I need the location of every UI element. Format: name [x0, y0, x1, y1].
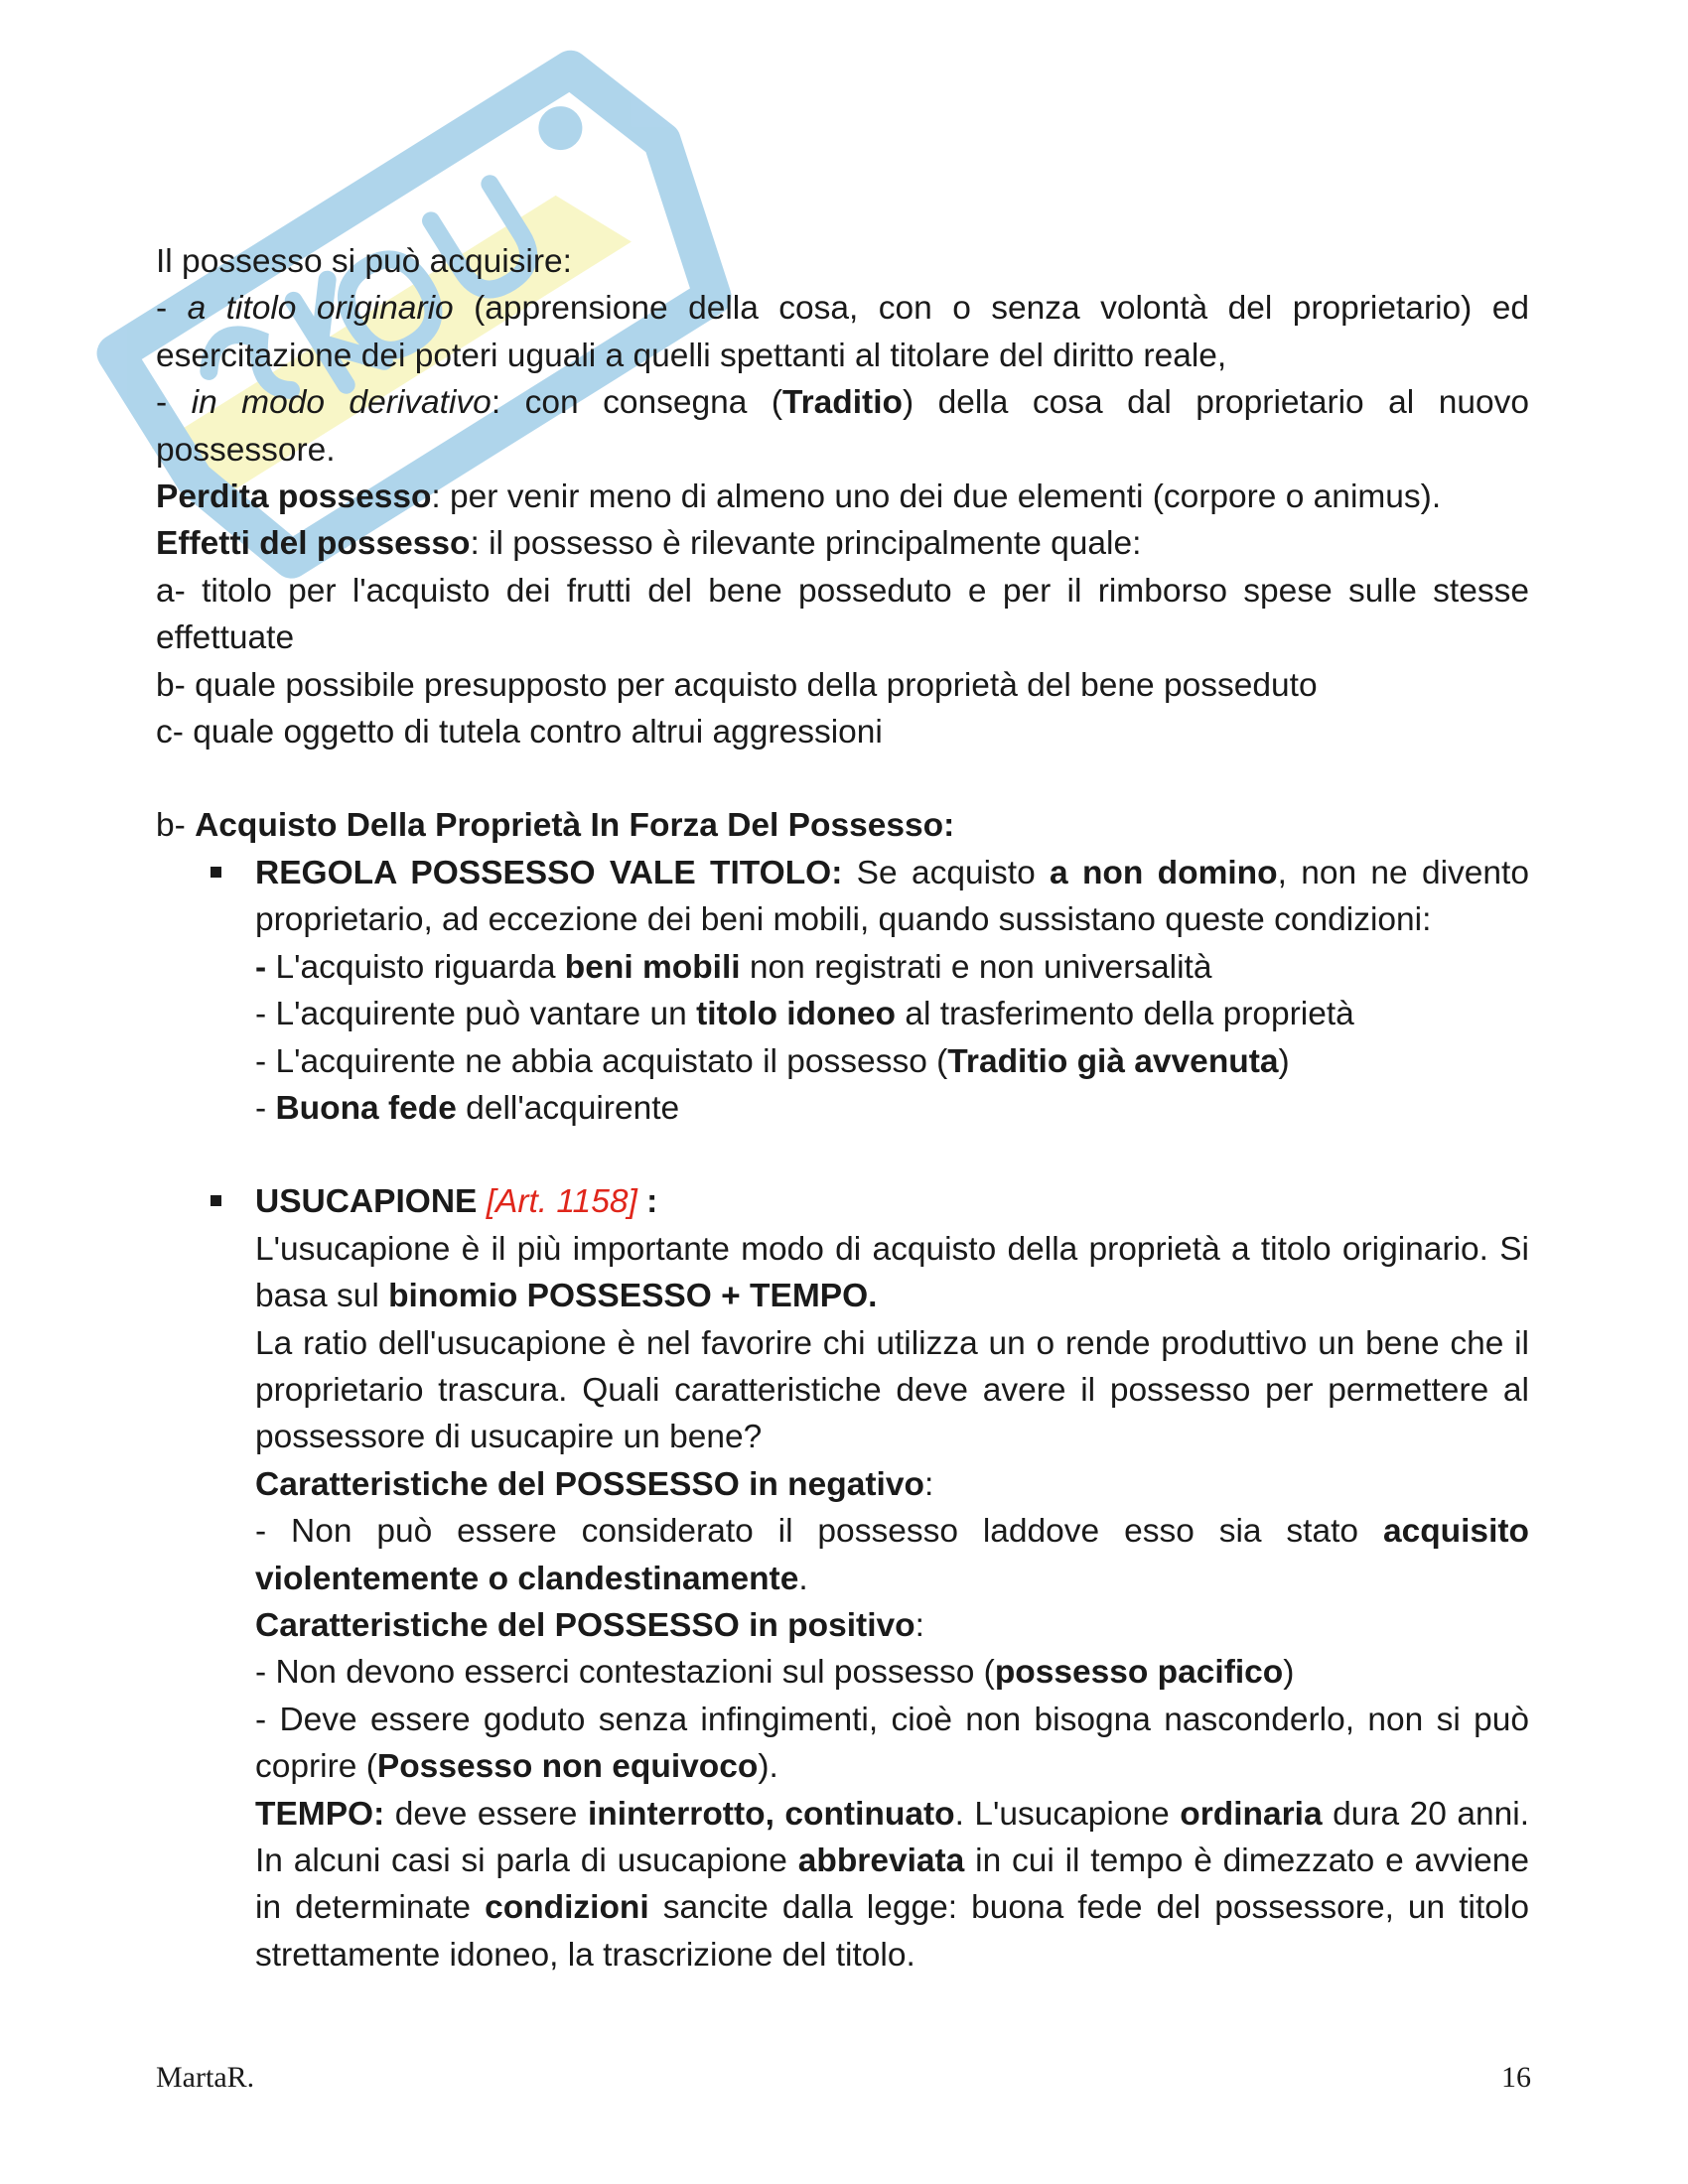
paragraph-effect-b: b- quale possibile presupposto per acquisto della proprietà del bene posseduto — [156, 666, 1318, 704]
heading-possesso-negativo: Caratteristiche del POSSESSO in negativo: — [255, 1465, 934, 1503]
paragraph-effect-a: a- titolo per l'acquisto dei frutti del bene posseduto e per il rimborso spese sulle stesse effettuate — [156, 572, 1529, 657]
condition-traditio: - L'acquirente ne abbia acquistato il possesso (Traditio già avvenuta) — [255, 1042, 1290, 1080]
positivo-item-non-equivoco: - Deve essere goduto senza infingimenti, cioè non bisogna nasconderlo, non si può coprire (Possesso non equivoco). — [255, 1701, 1529, 1786]
usucapione-ratio: La ratio dell'usucapione è nel favorire chi utilizza un o rende produttivo un bene che il proprietario trascura. Quali caratteristiche deve avere il possesso per permettere al possessore di usucapire un bene? — [255, 1324, 1529, 1456]
spacer — [156, 755, 1529, 802]
square-bullet-icon — [211, 1195, 221, 1206]
page-body — [156, 238, 1529, 1979]
paragraph-perdita-possesso: Perdita possesso: per venir meno di almeno uno dei due elementi (corpore o animus). — [156, 478, 1442, 516]
section-heading-acquisto: b- Acquisto Della Proprietà In Forza Del Possesso: — [156, 807, 955, 845]
paragraph-modo-derivativo: - in modo derivativo: con consegna (Traditio) della cosa dal proprietario al nuovo possessore. — [156, 384, 1529, 469]
bullet-usucapione: USUCAPIONE [Art. 1158] : — [156, 1178, 1529, 1225]
paragraph-effetti-possesso: Effetti del possesso: il possesso è rilevante principalmente quale: — [156, 525, 1142, 563]
paragraph-acquisition-intro: Il possesso si può acquisire: — [156, 243, 572, 280]
spacer — [156, 1132, 1529, 1178]
condition-titolo-idoneo: - L'acquirente può vantare un titolo idoneo al trasferimento della proprietà — [255, 996, 1354, 1033]
negativo-item: - Non può essere considerato il possesso laddove esso sia stato acquisito violentemente o clandestinamente. — [255, 1513, 1529, 1597]
bullet-regola-possesso: REGOLA POSSESSO VALE TITOLO: Se acquisto a non domino, non ne divento proprietario, ad eccezione dei beni mobili, quando sussistano queste condizioni: — [156, 850, 1529, 944]
usucapione-definition: L'usucapione è il più importante modo di acquisto della proprietà a titolo originario. Si basa sul binomio POSSESSO + TEMPO. — [255, 1230, 1529, 1315]
paragraph-effect-c: c- quale oggetto di tutela contro altrui aggressioni — [156, 714, 883, 751]
square-bullet-icon — [211, 867, 221, 878]
condition-beni-mobili: - L'acquisto riguarda beni mobili non registrati e non universalità — [255, 948, 1212, 986]
heading-possesso-positivo: Caratteristiche del POSSESSO in positivo: — [255, 1606, 924, 1644]
paragraph-tempo: TEMPO: deve essere ininterrotto, continuato. L'usucapione ordinaria dura 20 anni. In alcuni casi si parla di usucapione abbreviata in cui il tempo è dimezzato e avviene in determinate condizioni sancite dalla legge: buona fede del possessore, un titolo strettamente idoneo, la trascrizione del titolo. — [255, 1795, 1530, 1974]
article-reference: [Art. 1158] — [486, 1183, 637, 1221]
paragraph-titolo-originario: - a titolo originario (apprensione della cosa, con o senza volontà del proprietario) ed esercitazione dei poteri uguali a quelli spettanti al titolare del diritto reale, — [156, 290, 1529, 374]
footer-author: MartaR. — [156, 2061, 255, 2094]
page-number: 16 — [1501, 2061, 1531, 2094]
condition-buona-fede: - Buona fede dell'acquirente — [255, 1089, 680, 1127]
positivo-item-pacifico: - Non devono esserci contestazioni sul possesso (possesso pacifico) — [255, 1654, 1295, 1692]
